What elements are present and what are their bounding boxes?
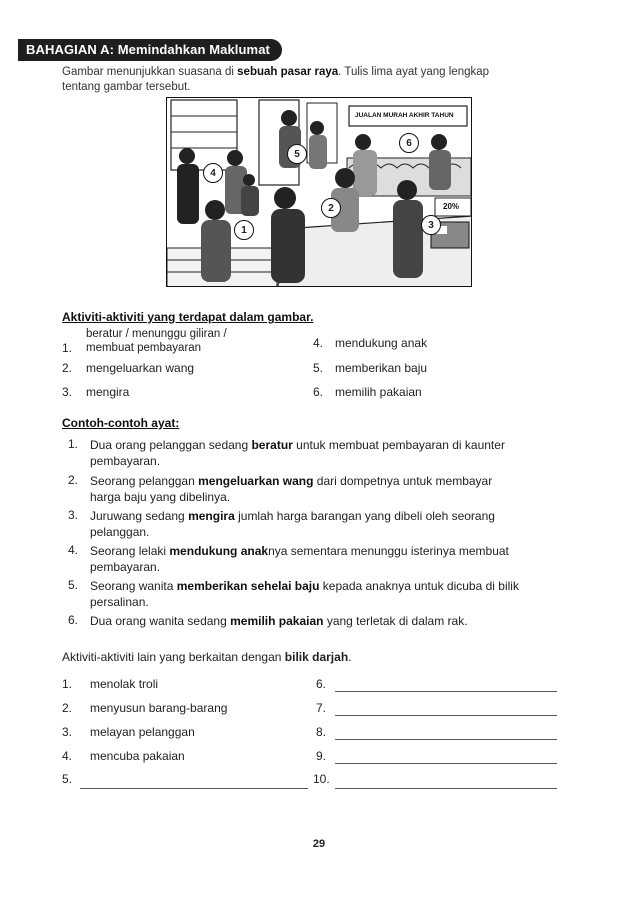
sentence-1-keyword: beratur [251, 438, 293, 452]
answer-line-6[interactable] [335, 691, 557, 692]
other-item-4: mencuba pakaian [90, 749, 185, 763]
sentence-6-pre: Dua orang wanita sedang [90, 614, 231, 628]
other-intro-bold: bilik darjah [284, 650, 349, 664]
activity-1-line-2: membuat pembayaran [86, 342, 202, 354]
sentence-num-6: 6. [68, 613, 79, 627]
intro-bold: sebuah pasar raya [237, 66, 339, 78]
sentence-num-2: 2. [68, 473, 79, 487]
sentence-num-1: 1. [68, 437, 79, 451]
other-num-1: 1. [62, 677, 73, 691]
section-banner: BAHAGIAN A: Memindahkan Maklumat [18, 39, 282, 61]
answer-line-7[interactable] [335, 715, 557, 716]
sentence-3-keyword: mengira [188, 509, 235, 523]
sentence-3 [90, 508, 560, 540]
other-num-5: 5. [62, 772, 73, 786]
answer-line-10[interactable] [335, 788, 557, 789]
sentence-3-line-2: pelanggan. [90, 525, 150, 539]
sentence-5-line-2: persalinan. [90, 595, 149, 609]
sentence-num-5: 5. [68, 578, 79, 592]
sentence-1-line-2: pembayaran. [90, 454, 161, 468]
sentence-5-keyword: memberikan sehelai baju [176, 579, 320, 593]
sentence-1-pre: Dua orang pelanggan sedang [90, 438, 252, 452]
activity-num-4: 4. [313, 336, 324, 350]
sentence-4-keyword: mendukung anak [169, 544, 269, 558]
page-number: 29 [312, 838, 326, 850]
other-num-3: 3. [62, 725, 73, 739]
sentence-6 [90, 613, 560, 629]
marker-6: 6 [399, 133, 419, 153]
sentence-2 [90, 473, 560, 505]
activity-4: mendukung anak [335, 336, 428, 350]
sentence-1-post: untuk membuat pembayaran di kaunter [292, 438, 505, 452]
other-item-1: menolak troli [90, 677, 159, 691]
other-activities-intro [62, 650, 352, 664]
other-num-2: 2. [62, 701, 73, 715]
sentence-4-post: nya sementara menunggu isterinya membuat [268, 544, 509, 558]
activity-num-2: 2. [62, 361, 73, 375]
activities-heading: Aktiviti-aktiviti yang terdapat dalam gambar. [62, 310, 314, 324]
intro-text-a: Gambar menunjukkan suasana di [62, 66, 238, 78]
answer-line-8[interactable] [335, 739, 557, 740]
sentence-4 [90, 543, 560, 575]
activity-num-1: 1. [62, 341, 73, 355]
supermarket-illustration [166, 97, 472, 287]
marker-4: 4 [203, 163, 223, 183]
sentence-5 [90, 578, 560, 610]
sentence-3-post: jumlah harga barangan yang dibeli oleh seorang [234, 509, 495, 523]
sentence-num-4: 4. [68, 543, 79, 557]
activity-3: mengira [86, 385, 130, 399]
sentence-6-post: yang terletak di dalam rak. [323, 614, 468, 628]
activity-num-5: 5. [313, 361, 324, 375]
sentence-num-3: 3. [68, 508, 79, 522]
sentence-5-pre: Seorang wanita [90, 579, 177, 593]
sentence-2-line-2: harga baju yang dibelinya. [90, 490, 231, 504]
other-intro-pre: Aktiviti-aktiviti lain yang berkaitan dengan [62, 650, 285, 664]
other-num-7: 7. [316, 701, 327, 715]
activity-num-6: 6. [313, 385, 324, 399]
answer-line-9[interactable] [335, 763, 557, 764]
instructions [62, 65, 582, 95]
other-item-3: melayan pelanggan [90, 725, 195, 739]
sentence-2-post: dari dompetnya untuk membayar [313, 474, 493, 488]
sentence-1 [90, 437, 560, 469]
sentence-2-keyword: mengeluarkan wang [198, 474, 314, 488]
activity-1-line-1: beratur / menunggu giliran / [86, 328, 227, 340]
sale-sign: JUALAN MURAH AKHIR TAHUN [355, 112, 454, 119]
marker-5: 5 [287, 144, 307, 164]
intro-line-2: tentang gambar tersebut. [62, 81, 191, 93]
other-num-6: 6. [316, 677, 327, 691]
other-num-9: 9. [316, 749, 327, 763]
other-num-8: 8. [316, 725, 327, 739]
sentence-6-keyword: memilih pakaian [230, 614, 324, 628]
marker-1: 1 [234, 220, 254, 240]
other-item-2: menyusun barang-barang [90, 701, 228, 715]
other-intro-post: . [348, 650, 352, 664]
intro-text-c: . Tulis lima ayat yang lengkap [338, 66, 490, 78]
sentence-4-line-2: pembayaran. [90, 560, 161, 574]
sentence-3-pre: Juruwang sedang [90, 509, 189, 523]
activity-6: memilih pakaian [335, 385, 422, 399]
sentence-2-pre: Seorang pelanggan [90, 474, 199, 488]
marker-3: 3 [421, 215, 441, 235]
answer-line-5[interactable] [80, 788, 308, 789]
marker-2: 2 [321, 198, 341, 218]
activity-2: mengeluarkan wang [86, 361, 195, 375]
discount-label: 20% [443, 202, 460, 211]
sentence-5-post: kepada anaknya untuk dicuba di bilik [319, 579, 519, 593]
illustration-drawing [167, 98, 472, 287]
sentence-4-pre: Seorang lelaki [90, 544, 170, 558]
examples-heading: Contoh-contoh ayat: [62, 416, 180, 430]
other-num-4: 4. [62, 749, 73, 763]
other-num-10: 10. [313, 772, 330, 786]
activity-5: memberikan baju [335, 361, 428, 375]
activity-num-3: 3. [62, 385, 73, 399]
